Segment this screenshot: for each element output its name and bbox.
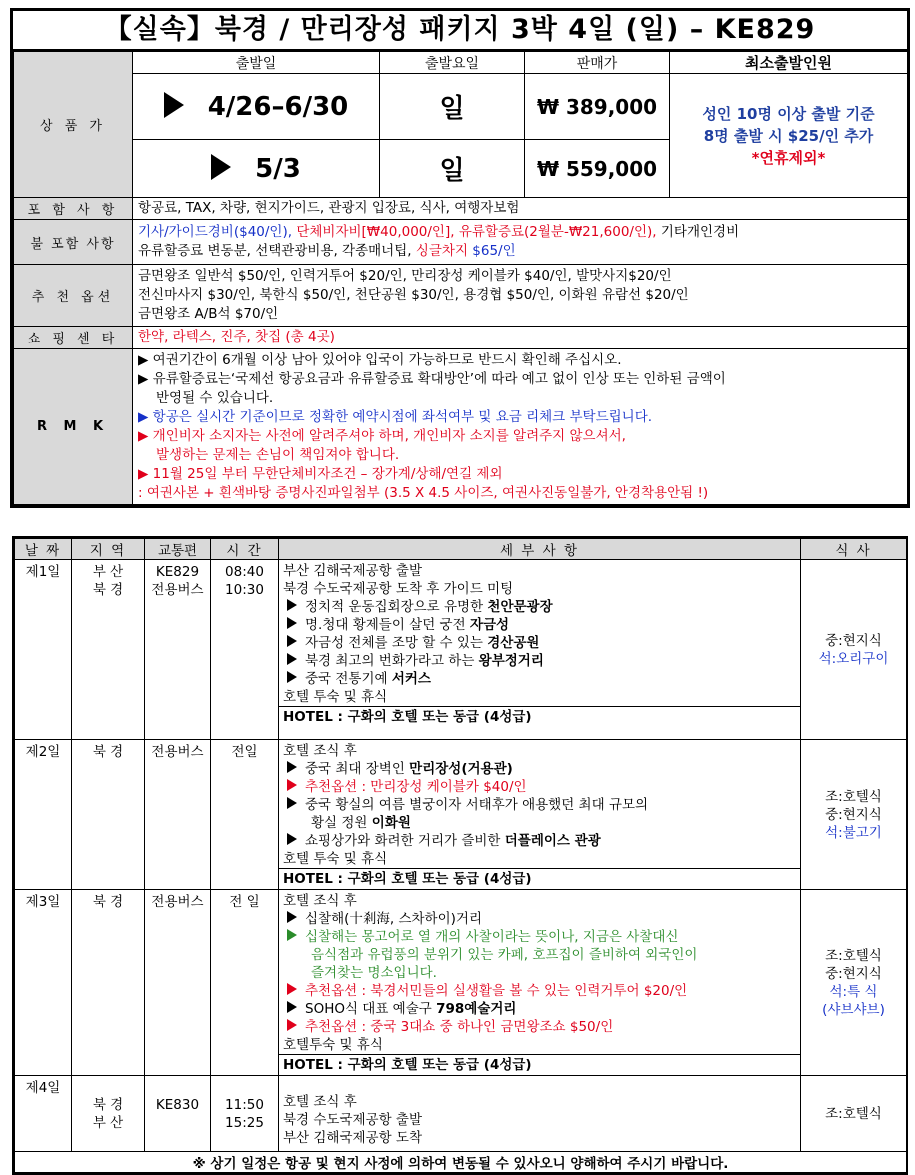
region: 부 산 북 경	[72, 560, 145, 740]
time: 전일	[211, 740, 279, 890]
schedule-row-day1	[15, 560, 907, 740]
region: 북 경	[72, 740, 145, 890]
schedule-row-day3	[15, 890, 907, 1076]
transport: KE830	[145, 1076, 211, 1152]
bullet-triangle-icon	[287, 653, 297, 665]
day-label: 제3일	[15, 890, 72, 1076]
details: 호텔 조식 후 북경 수도국제공항 출발 부산 김해국제공항 도착	[279, 1076, 801, 1152]
price-row-1-date: 4/26–6/30	[133, 74, 380, 140]
min-people-info	[670, 74, 908, 198]
time: 전 일	[211, 890, 279, 1076]
min-people-line1: 성인 10명 이상 출발 기준	[702, 104, 875, 123]
play-triangle-icon	[164, 92, 184, 118]
depart-day-header: 출발요일	[380, 52, 525, 74]
schedule-header-details: 세 부 사 항	[279, 539, 801, 560]
time: 08:40 10:30	[211, 560, 279, 740]
play-triangle-icon	[211, 154, 231, 180]
price-row-1-price: ₩ 389,000	[525, 74, 670, 140]
meal: 조:호텔식 중:현지식 석:특 식 (샤브샤브)	[801, 890, 907, 1076]
bullet-triangle-icon	[287, 929, 297, 941]
time: 11:50 15:25	[211, 1076, 279, 1152]
transport: 전용버스	[145, 740, 211, 890]
footer-note: ※ 상기 일정은 항공 및 현지 사정에 의하여 변동될 수 있사오니 양해하여 주시기 바랍니다.	[15, 1152, 907, 1173]
bullet-triangle-icon	[287, 833, 297, 845]
bullet-triangle-icon	[287, 1019, 297, 1031]
details: 부산 김해국제공항 출발 북경 수도국제공항 도착 후 가이드 미팅 정치적 운동집회장으로 유명한 천안문광장 명.청대 황제들이 살던 궁전 자금성 자금성 전체를 조망 할 수 있는 경산공원 북경 최고의 번화가라고 하는 왕부정거리 중국 전통기예 서커스 호텔 투숙 및 휴식 HOTEL : 구화의 호텔 또는 동급 (4성급)	[279, 560, 801, 740]
schedule-row-day2	[15, 740, 907, 890]
bullet-triangle-icon	[287, 1001, 297, 1013]
schedule-table	[12, 536, 908, 1175]
region: 북 경	[72, 890, 145, 1076]
hotel-info: HOTEL : 구화의 호텔 또는 동급 (4성급)	[279, 1054, 800, 1075]
meal: 중:현지식 석:오리구이	[801, 560, 907, 740]
bullet-triangle-icon	[287, 911, 297, 923]
bullet-triangle-icon	[287, 779, 297, 791]
price-row-2-day: 일	[380, 140, 525, 198]
shopping-label: 쇼 핑 센 타	[14, 327, 133, 349]
schedule-header-meal: 식 사	[801, 539, 907, 560]
bullet-triangle-icon	[287, 761, 297, 773]
meal: 조:호텔식 중:현지식 석:불고기	[801, 740, 907, 890]
details: 호텔 조식 후 십찰해(十剎海, 스차하이)거리 십찰해는 몽고어로 열 개의 사찰이라는 뜻이나, 지금은 사찰대신 음식점과 유럽풍의 분위기 있는 카페, 호프집이 즐비하여 외국인이 즐겨찾는 명소입니다. 추천옵션 : 북경서민들의 실생활을 볼 수 있는 인력거투어 $20/인 SOHO식 대표 예술구 798예술거리 추천옵션 : 중국 3대쇼 중 하나인 금면왕조쇼 $50/인 호텔투숙 및 휴식 HOTEL : 구화의 호텔 또는 동급 (4성급)	[279, 890, 801, 1076]
price-row-2-date: 5/3	[133, 140, 380, 198]
price-header: 판매가	[525, 52, 670, 74]
meal: 조:호텔식	[801, 1076, 907, 1152]
day-label: 제2일	[15, 740, 72, 890]
options-label: 추 천 옵션	[14, 265, 133, 327]
schedule-header-transport: 교통편	[145, 539, 211, 560]
price-row-1-day: 일	[380, 74, 525, 140]
price-row-2-price: ₩ 559,000	[525, 140, 670, 198]
bullet-triangle-icon	[287, 599, 297, 611]
bullet-triangle-icon	[287, 983, 297, 995]
page-title: 【실속】북경 / 만리장성 패키지 3박 4일 (일) – KE829	[13, 11, 907, 51]
day-label: 제4일	[15, 1076, 72, 1152]
bullet-triangle-icon	[287, 635, 297, 647]
schedule-header-time: 시 간	[211, 539, 279, 560]
bullet-triangle-icon	[287, 617, 297, 629]
included-label: 포 함 사 항	[14, 198, 133, 220]
rmk-text: ▶ 여권기간이 6개월 이상 남아 있어야 입국이 가능하므로 반드시 확인해 주십시오. ▶ 유류할증료는‘국제선 항공요금과 유류할증료 확대방안’에 따라 예고 없이 인상 또는 인하된 금액이 반영될 수 있습니다. ▶ 항공은 실시간 기준이므로 정확한 예약시점에 좌석여부 및 요금 리체크 부탁드립니다. ▶ 개인비자 소지자는 사전에 알려주셔야 하며, 개인비자 소지를 알려주지 않으셔서, 발생하는 문제는 손님이 책임져야 합니다. ▶ 11월 25일 부터 무한단체비자조건 – 장가계/상해/연길 제외 : 여권사본 + 흰색바탕 증명사진파일첨부 (3.5 X 4.5 사이즈, 여권사진동일불가, 안경착용안됨 !)	[133, 349, 908, 505]
schedule-header-region: 지 역	[72, 539, 145, 560]
hotel-info: HOTEL : 구화의 호텔 또는 동급 (4성급)	[279, 868, 800, 889]
hotel-info: HOTEL : 구화의 호텔 또는 동급 (4성급)	[279, 706, 800, 727]
transport: KE829 전용버스	[145, 560, 211, 740]
day-label: 제1일	[15, 560, 72, 740]
rmk-label: R M K	[14, 349, 133, 505]
min-people-line2: 8명 출발 시 $25/인 추가	[703, 126, 874, 145]
product-price-label: 상 품 가	[14, 52, 133, 198]
options-text: 금면왕조 일반석 $50/인, 인력거투어 $20/인, 만리장성 케이블카 $40/인, 발맛사지$20/인 전신마사지 $30/인, 북한식 $50/인, 천단공원 $30/인, 용경협 $50/인, 이화원 유람선 $20/인 금면왕조 A/B석 $70/인	[133, 265, 908, 327]
schedule-header-date: 날 짜	[15, 539, 72, 560]
bullet-triangle-icon	[287, 671, 297, 683]
region: 북 경 부 산	[72, 1076, 145, 1152]
bullet-triangle-icon	[287, 797, 297, 809]
min-people-header: 최소출발인원	[670, 52, 908, 74]
product-info-table	[10, 8, 910, 508]
excluded-text: 기사/가이드경비($40/인), 단체비자비[₩40,000/인], 유류할증료(2월분-₩21,600/인), 기타개인경비 유류할증료 변동분, 선택관광비용, 각종매너팁, 싱글차지 $65/인	[133, 220, 908, 265]
transport: 전용버스	[145, 890, 211, 1076]
included-text: 항공료, TAX, 차량, 현지가이드, 관광지 입장료, 식사, 여행자보험	[133, 198, 908, 220]
depart-date-header: 출발일	[133, 52, 380, 74]
excluded-label: 불 포함 사항	[14, 220, 133, 265]
schedule-row-day4	[15, 1076, 907, 1152]
shopping-text: 한약, 라텍스, 진주, 찻집 (총 4곳)	[133, 327, 908, 349]
min-people-line3: *연휴제외*	[751, 148, 826, 167]
details: 호텔 조식 후 중국 최대 장벽인 만리장성(거용관) 추천옵션 : 만리장성 케이블카 $40/인 중국 황실의 여름 별궁이자 서태후가 애용했던 최대 규모의 황실 정원 이화원 쇼핑상가와 화려한 거리가 즐비한 더플레이스 관광 호텔 투숙 및 휴식 HOTEL : 구화의 호텔 또는 동급 (4성급)	[279, 740, 801, 890]
